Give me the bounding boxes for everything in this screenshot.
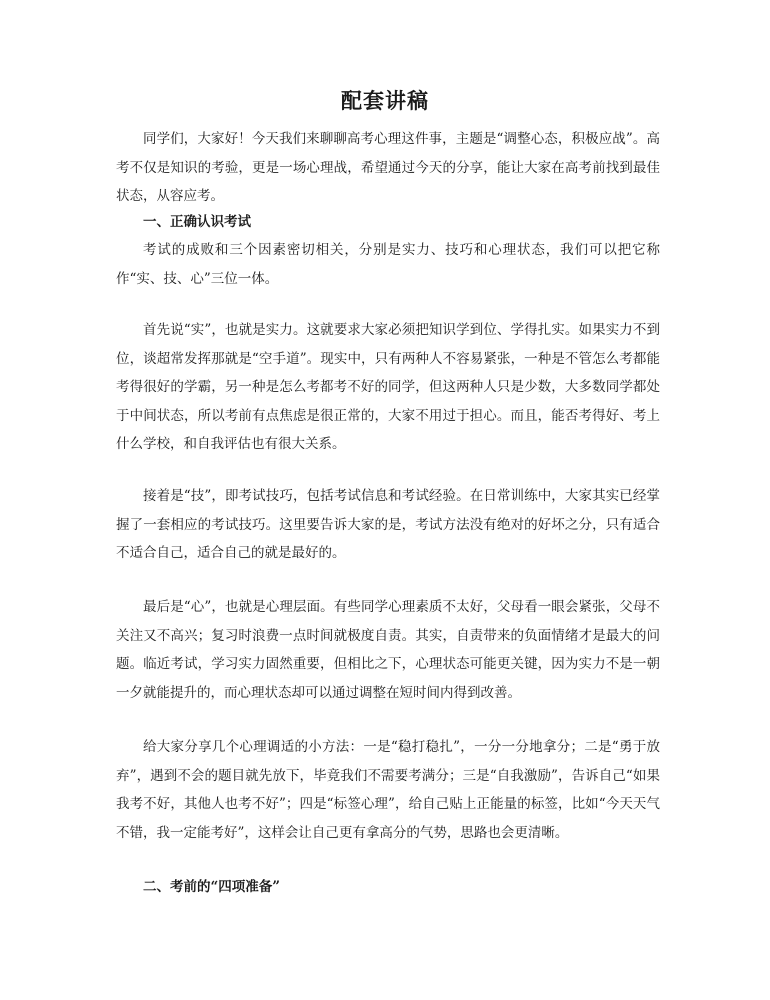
paragraph-skills: 接着是“技”，即考试技巧，包括考试信息和考试经验。在日常训练中，大家其实已经掌握了一套相应的考试技巧。这里要告诉大家的是，考试方法没有绝对的好坏之分，只有适合不适合自己，适合自己的就是最好的。	[116, 488, 660, 561]
paragraph-three-factors: 考试的成败和三个因素密切相关，分别是实力、技巧和心理状态，我们可以把它称作“实、技、心”三位一体。	[116, 242, 660, 287]
paragraph-mind: 最后是“心”，也就是心理层面。有些同学心理素质不太好，父母看一眼会紧张，父母不关注又不高兴；复习时浪费一点时间就极度自责。其实，自责带来的负面情绪才是最大的问题。临近考试，学习实力固然重要，但相比之下，心理状态可能更关键，因为实力不是一朝一夕就能提升的，而心理状态却可以通过调整在短时间内得到改善。	[116, 599, 660, 701]
paragraph-tips: 给大家分享几个心理调适的小方法：一是“稳打稳扎”，一分一分地拿分；二是“勇于放弃”，遇到不会的题目就先放下，毕竟我们不需要考满分；三是“自我激励”，告诉自己“如果我考不好，其他人也考不好”；四是“标签心理”，给自己贴上正能量的标签，比如“今天天气不错，我一定能考好”，这样会让自己更有拿高分的气势，思路也会更清晰。	[116, 739, 660, 841]
document-title: 配套讲稿	[341, 88, 429, 113]
intro-paragraph: 同学们，大家好！今天我们来聊聊高考心理这件事，主题是“调整心态，积极应战”。高考不仅是知识的考验，更是一场心理战，希望通过今天的分享，能让大家在高考前找到最佳状态，从容应考。	[116, 131, 660, 204]
section-heading-1: 一、正确认识考试	[143, 214, 251, 230]
paragraph-strength: 首先说“实”，也就是实力。这就要求大家必须把知识学到位、学得扎实。如果实力不到位，谈超常发挥那就是“空手道”。现实中，只有两种人不容易紧张，一种是不管怎么考都能考得很好的学霸，另一种是怎么考都考不好的同学，但这两种人只是少数，大多数同学都处于中间状态，所以考前有点焦虑是很正常的，大家不用过于担心。而且，能否考得好、考上什么学校，和自我评估也有很大关系。	[116, 322, 660, 452]
section-heading-2: 二、考前的“四项准备”	[143, 879, 281, 895]
